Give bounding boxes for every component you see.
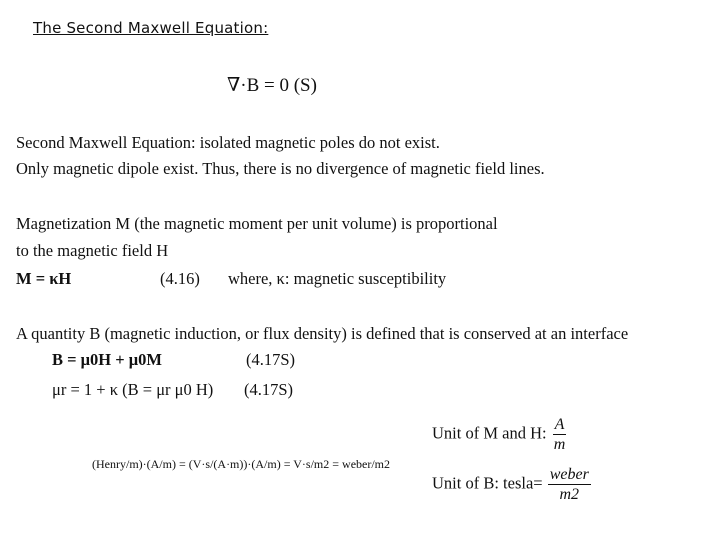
unit-m-h-num: A [554, 416, 565, 433]
unit-b-num: weber [549, 466, 589, 483]
paragraph-2-line-1: Magnetization M (the magnetic moment per unit volume) is proportional [16, 214, 498, 233]
unit-b-label: Unit of B: tesla= [432, 473, 543, 493]
paragraph-1-line-2: Only magnetic dipole exist. Thus, there is no divergence of magnetic field lines. [16, 159, 545, 178]
unit-m-h-den: m [553, 435, 566, 453]
equation-divergence-b [227, 74, 317, 97]
unit-m-h-fraction [552, 416, 568, 454]
equation-4-16-where: where, κ: magnetic susceptibility [228, 269, 447, 288]
equation-4-16: M = κH [16, 269, 72, 288]
unit-m-h-label: Unit of M and H: [432, 423, 547, 443]
page-title: The Second Maxwell Equation: [33, 19, 269, 37]
unit-b-den: m2 [559, 485, 580, 503]
equation-divergence-b-text: ∇·B = 0 (S) [227, 75, 317, 96]
equation-mu-r: μr = 1 + κ (B = μr μ0 H) [52, 380, 214, 399]
unit-derivation-text: (Henry/m)·(A/m) = (V·s/(A·m))·(A/m) = V·s/m2 = weber/m2 [92, 457, 391, 471]
unit-derivation [92, 457, 390, 472]
paragraph-3-line-1: A quantity B (magnetic induction, or flux density) is defined that is conserved at an interface [16, 324, 629, 343]
equation-4-16-label: (4.16) [160, 269, 200, 288]
equation-mu-r-label: (4.17S) [244, 380, 294, 399]
unit-m-h [432, 416, 568, 454]
paragraph-1-line-1: Second Maxwell Equation: isolated magnetic poles do not exist. [16, 133, 440, 152]
equation-4-17: B = μ0H + μ0M [52, 350, 162, 369]
paragraph-2-line-2: to the magnetic field H [16, 241, 169, 260]
unit-b [432, 466, 592, 504]
unit-b-fraction [548, 466, 591, 504]
equation-4-17-label: (4.17S) [246, 350, 296, 369]
